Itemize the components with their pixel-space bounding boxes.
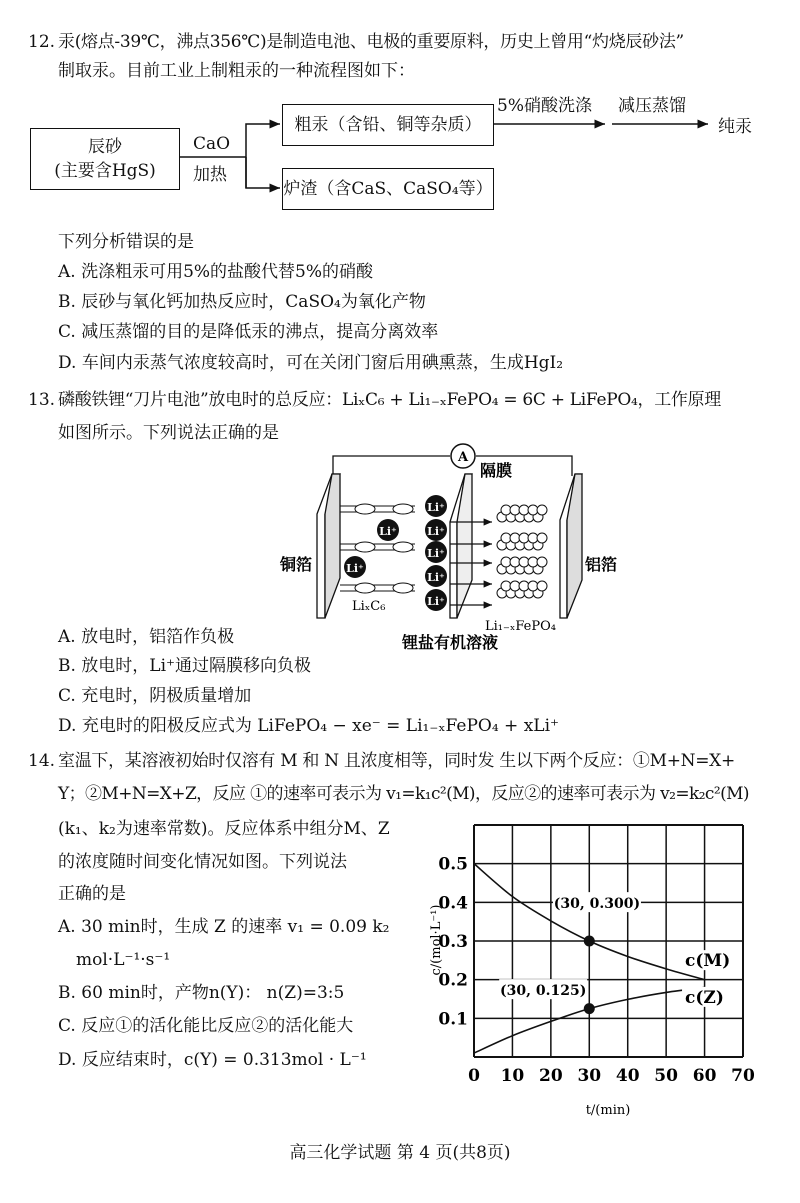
- x-tick-label: 0: [468, 1066, 480, 1086]
- flow-crude-box: 粗汞（含铅、铜等杂质）: [282, 104, 494, 146]
- cathode-material-label: Li₁₋ₓFePO₄: [485, 619, 556, 634]
- x-tick-label: 10: [500, 1066, 525, 1086]
- annotation-point: [584, 1003, 595, 1014]
- q13-option-d: D. 充电时的阳极反应式为 LiFePO₄ − xe⁻ = Li₁₋ₓFePO₄ + xLi⁺: [58, 716, 559, 736]
- copper-foil-label: 铜箔: [280, 555, 313, 574]
- x-tick-label: 50: [654, 1066, 678, 1086]
- q12-option-a: A. 洗涤粗汞可用5%的盐酸代替5%的硝酸: [58, 262, 374, 282]
- q12-number: 12.: [28, 32, 56, 52]
- lithium-ion-label: Li⁺: [427, 595, 445, 608]
- lithium-ion-label: Li⁺: [427, 571, 445, 584]
- flow-condition: 加热: [193, 165, 227, 185]
- lithium-ion-label: Li⁺: [427, 547, 445, 560]
- q14-stem-line3: (k₁、k₂为速率常数)。反应体系中组分M、Z: [58, 819, 390, 839]
- series-label: c(Z): [685, 987, 724, 1008]
- x-tick-label: 70: [731, 1066, 755, 1086]
- y-tick-label: 0.4: [438, 893, 468, 914]
- ammeter-label: A: [457, 450, 469, 465]
- x-tick-label: 20: [539, 1066, 563, 1086]
- annotation-point: [584, 936, 595, 947]
- y-tick-label: 0.5: [438, 854, 468, 875]
- q14-stem-line4: 的浓度随时间变化情况如图。下列说法: [58, 852, 347, 872]
- q14-stem-line2: Y；②M+N=X+Z，反应 ①的速率可表示为 v₁=k₁c²(M)，反应②的速率可表示为 v₂=k₂c²(M): [58, 784, 749, 804]
- x-tick-label: 30: [577, 1066, 602, 1086]
- q14-option-c: C. 反应①的活化能比反应②的活化能大: [58, 1016, 354, 1036]
- separator-label: 隔膜: [480, 461, 513, 480]
- anode-material-label: LiₓC₆: [352, 599, 386, 614]
- q13-option-c: C. 充电时，阴极质量增加: [58, 686, 252, 706]
- q13-number: 13.: [28, 390, 56, 410]
- q13-stem-line1: 磷酸铁锂“刀片电池”放电时的总反应：LiₓC₆ + Li₁₋ₓFePO₄ = 6C + LiFePO₄，工作原理: [58, 390, 721, 410]
- q14-stem-line1: 室温下，某溶液初始时仅溶有 M 和 N 且浓度相等，同时发 生以下两个反应：①M+N=X+: [58, 751, 735, 771]
- annotation-label: (30, 0.300): [553, 896, 641, 913]
- x-tick-label: 60: [692, 1066, 717, 1086]
- x-axis-label: t/(min): [585, 1103, 631, 1118]
- page-footer: 高三化学试题 第 4 页(共8页): [289, 1143, 511, 1163]
- q12-stem-line2: 制取汞。目前工业上制粗汞的一种流程图如下：: [58, 61, 415, 81]
- q14-option-b: B. 60 min时，产物n(Y)： n(Z)=3:5: [58, 983, 345, 1003]
- annotation-label: (30, 0.125): [500, 983, 587, 1000]
- y-tick-label: 0.1: [438, 1009, 468, 1030]
- lithium-ion-label: Li⁺: [379, 525, 397, 538]
- flow-slag-box: 炉渣（含CaS、CaSO₄等）: [282, 168, 494, 210]
- q12-stem-line1: 汞(熔点-39℃，沸点356℃)是制造电池、电极的重要原料，历史上曾用“灼烧辰砂法”: [58, 32, 684, 52]
- q14-option-a-unit: mol·L⁻¹·s⁻¹: [76, 950, 171, 970]
- q14-stem-line5: 正确的是: [58, 884, 126, 904]
- flow-start-title: 辰砂: [88, 137, 122, 157]
- q12-option-b: B. 辰砂与氧化钙加热反应时，CaSO₄为氧化产物: [58, 292, 426, 312]
- lithium-ion-label: Li⁺: [346, 562, 364, 575]
- flow-reagent: CaO: [193, 134, 231, 154]
- flow-distill: 减压蒸馏: [618, 96, 686, 116]
- q12-question: 下列分析错误的是: [58, 232, 194, 252]
- series-label: c(M): [685, 951, 731, 972]
- x-tick-label: 40: [615, 1066, 640, 1086]
- q13-stem-line2: 如图所示。下列说法正确的是: [58, 423, 279, 443]
- q14-option-a: A. 30 min时，生成 Z 的速率 v₁ = 0.09 k₂: [58, 917, 390, 937]
- q13-option-b: B. 放电时，Li⁺通过隔膜移向负极: [58, 656, 311, 676]
- q14-option-d: D. 反应结束时，c(Y) = 0.313mol · L⁻¹: [58, 1050, 367, 1070]
- y-tick-label: 0.3: [438, 932, 468, 952]
- y-tick-label: 0.2: [438, 970, 468, 991]
- q12-option-c: C. 减压蒸馏的目的是降低汞的沸点，提高分离效率: [58, 322, 439, 342]
- flow-product: 纯汞: [718, 117, 752, 137]
- lithium-ion-label: Li⁺: [427, 501, 445, 514]
- flow-start-sub: (主要含HgS): [54, 161, 156, 181]
- q13-option-a: A. 放电时，铝箔作负极: [58, 627, 235, 647]
- flow-wash: 5%硝酸洗涤: [497, 96, 592, 116]
- electrolyte-label: 锂盐有机溶液: [402, 633, 499, 652]
- q12-option-d: D. 车间内汞蒸气浓度较高时，可在关闭门窗后用碘熏蒸，生成HgI₂: [58, 353, 564, 373]
- aluminium-foil-label: 铝箔: [585, 555, 618, 574]
- lithium-ion-label: Li⁺: [427, 525, 445, 538]
- y-axis-label: c/(mol·L⁻¹): [429, 904, 444, 976]
- q14-number: 14.: [28, 751, 56, 771]
